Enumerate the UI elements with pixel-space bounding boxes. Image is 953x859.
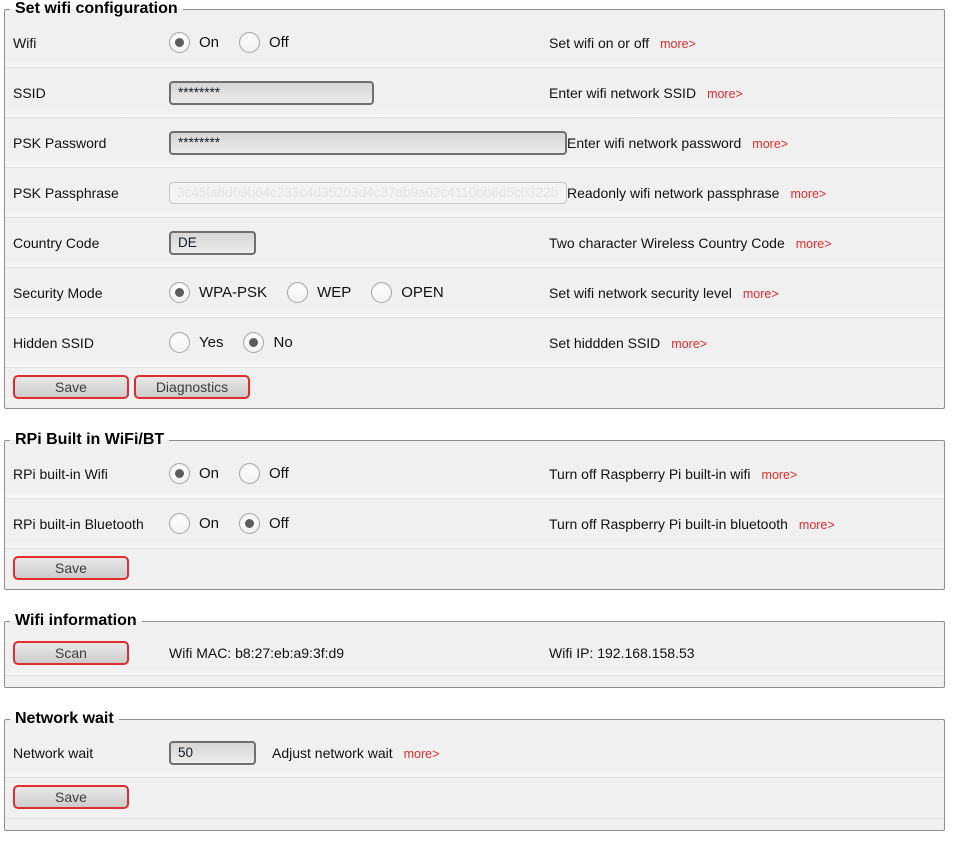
psk-password-row bbox=[5, 118, 944, 168]
wifi-more-link[interactable]: more> bbox=[660, 36, 696, 51]
rpi-wifi-row bbox=[5, 449, 944, 499]
wifi-information-panel bbox=[4, 612, 945, 688]
security-mode-more-link[interactable]: more> bbox=[742, 286, 779, 301]
psk-password-input[interactable] bbox=[169, 131, 567, 155]
panel-bottom-spacer bbox=[5, 819, 944, 830]
ssid-input[interactable] bbox=[169, 81, 374, 105]
rpi-wifi-on-radio[interactable]: On bbox=[169, 463, 219, 484]
panel-title-wifi-information: Wifi information bbox=[15, 612, 137, 629]
network-wait-buttons-row bbox=[5, 778, 944, 819]
psk-passphrase-more-link[interactable]: more> bbox=[790, 186, 827, 201]
radio-unselected-icon bbox=[371, 282, 392, 303]
security-mode-description: Set wifi network security level more> bbox=[549, 284, 779, 301]
wifi-description: Set wifi on or off more> bbox=[549, 34, 696, 51]
hidden-ssid-no-radio[interactable]: No bbox=[243, 332, 292, 353]
ssid-row bbox=[5, 68, 944, 118]
hidden-ssid-yes-radio[interactable]: Yes bbox=[169, 332, 223, 353]
radio-selected-icon bbox=[169, 32, 190, 53]
security-wep-radio[interactable]: WEP bbox=[287, 282, 351, 303]
panel-title-network-wait: Network wait bbox=[15, 710, 114, 727]
hidden-ssid-description: Set hiddden SSID more> bbox=[549, 334, 708, 351]
psk-password-description: Enter wifi network password more> bbox=[567, 134, 789, 151]
rpi-wifi-label: RPi built-in Wifi bbox=[13, 465, 108, 482]
wifi-information-row bbox=[5, 630, 944, 676]
panel-title-set-wifi-configuration: Set wifi configuration bbox=[15, 0, 178, 17]
country-code-input[interactable] bbox=[169, 231, 256, 255]
rpi-builtin-save-button[interactable]: Save bbox=[13, 556, 129, 580]
country-code-label: Country Code bbox=[13, 234, 100, 251]
network-wait-more-link[interactable]: more> bbox=[403, 746, 440, 761]
ssid-description: Enter wifi network SSID more> bbox=[549, 84, 743, 101]
radio-selected-icon bbox=[169, 463, 190, 484]
network-wait-panel bbox=[4, 710, 945, 831]
network-wait-description: Adjust network wait more> bbox=[272, 744, 440, 761]
radio-unselected-icon bbox=[239, 463, 260, 484]
wifi-radio-group bbox=[169, 32, 549, 53]
security-wpa-psk-radio[interactable]: WPA-PSK bbox=[169, 282, 267, 303]
radio-unselected-icon bbox=[239, 32, 260, 53]
rpi-bluetooth-description: Turn off Raspberry Pi built-in bluetooth more> bbox=[549, 515, 835, 532]
wifi-mac-text: Wifi MAC: b8:27:eb:a9:3f:d9 bbox=[169, 644, 345, 661]
scan-button[interactable]: Scan bbox=[13, 641, 129, 665]
rpi-builtin-panel bbox=[4, 431, 945, 590]
rpi-bluetooth-on-radio[interactable]: On bbox=[169, 513, 219, 534]
rpi-builtin-buttons-row bbox=[5, 549, 944, 589]
wifi-row bbox=[5, 18, 944, 68]
rpi-wifi-more-link[interactable]: more> bbox=[761, 467, 798, 482]
psk-passphrase-label: PSK Passphrase bbox=[13, 184, 119, 201]
wifi-ip-text: Wifi IP: 192.168.158.53 bbox=[549, 644, 695, 661]
wifi-config-save-button[interactable]: Save bbox=[13, 375, 129, 399]
radio-unselected-icon bbox=[169, 332, 190, 353]
wifi-label: Wifi bbox=[13, 34, 37, 51]
psk-passphrase-input[interactable] bbox=[169, 182, 567, 204]
security-mode-row bbox=[5, 268, 944, 318]
rpi-bluetooth-row bbox=[5, 499, 944, 549]
set-wifi-configuration-panel bbox=[4, 0, 945, 409]
hidden-ssid-row bbox=[5, 318, 944, 368]
rpi-bluetooth-more-link[interactable]: more> bbox=[798, 517, 835, 532]
rpi-wifi-off-radio[interactable]: Off bbox=[239, 463, 289, 484]
psk-passphrase-description: Readonly wifi network passphrase more> bbox=[567, 184, 827, 201]
radio-unselected-icon bbox=[287, 282, 308, 303]
country-code-row bbox=[5, 218, 944, 268]
rpi-bluetooth-label: RPi built-in Bluetooth bbox=[13, 515, 144, 532]
network-wait-label: Network wait bbox=[13, 744, 94, 761]
psk-password-label: PSK Password bbox=[13, 134, 107, 151]
rpi-bluetooth-radio-group bbox=[169, 513, 549, 534]
hidden-ssid-radio-group bbox=[169, 332, 549, 353]
rpi-wifi-description: Turn off Raspberry Pi built-in wifi more> bbox=[549, 465, 798, 482]
psk-passphrase-row bbox=[5, 168, 944, 218]
country-code-description: Two character Wireless Country Code more> bbox=[549, 234, 832, 251]
panel-title-rpi-builtin: RPi Built in WiFi/BT bbox=[15, 431, 165, 448]
rpi-bluetooth-off-radio[interactable]: Off bbox=[239, 513, 289, 534]
rpi-wifi-radio-group bbox=[169, 463, 549, 484]
network-wait-input[interactable] bbox=[169, 741, 256, 765]
radio-selected-icon bbox=[243, 332, 264, 353]
psk-password-more-link[interactable]: more> bbox=[752, 136, 789, 151]
ssid-label: SSID bbox=[13, 84, 46, 101]
ssid-more-link[interactable]: more> bbox=[707, 86, 743, 101]
network-wait-row bbox=[5, 728, 944, 778]
security-mode-label: Security Mode bbox=[13, 284, 103, 301]
diagnostics-button[interactable]: Diagnostics bbox=[134, 375, 250, 399]
radio-selected-icon bbox=[239, 513, 260, 534]
country-code-more-link[interactable]: more> bbox=[795, 236, 832, 251]
network-wait-save-button[interactable]: Save bbox=[13, 785, 129, 809]
hidden-ssid-label: Hidden SSID bbox=[13, 334, 94, 351]
security-mode-radio-group bbox=[169, 282, 549, 303]
radio-selected-icon bbox=[169, 282, 190, 303]
radio-unselected-icon bbox=[169, 513, 190, 534]
panel-bottom-spacer bbox=[5, 676, 944, 687]
security-open-radio[interactable]: OPEN bbox=[371, 282, 444, 303]
wifi-off-radio[interactable]: Off bbox=[239, 32, 289, 53]
wifi-on-radio[interactable]: On bbox=[169, 32, 219, 53]
wifi-config-buttons-row bbox=[5, 368, 944, 408]
hidden-ssid-more-link[interactable]: more> bbox=[671, 336, 708, 351]
